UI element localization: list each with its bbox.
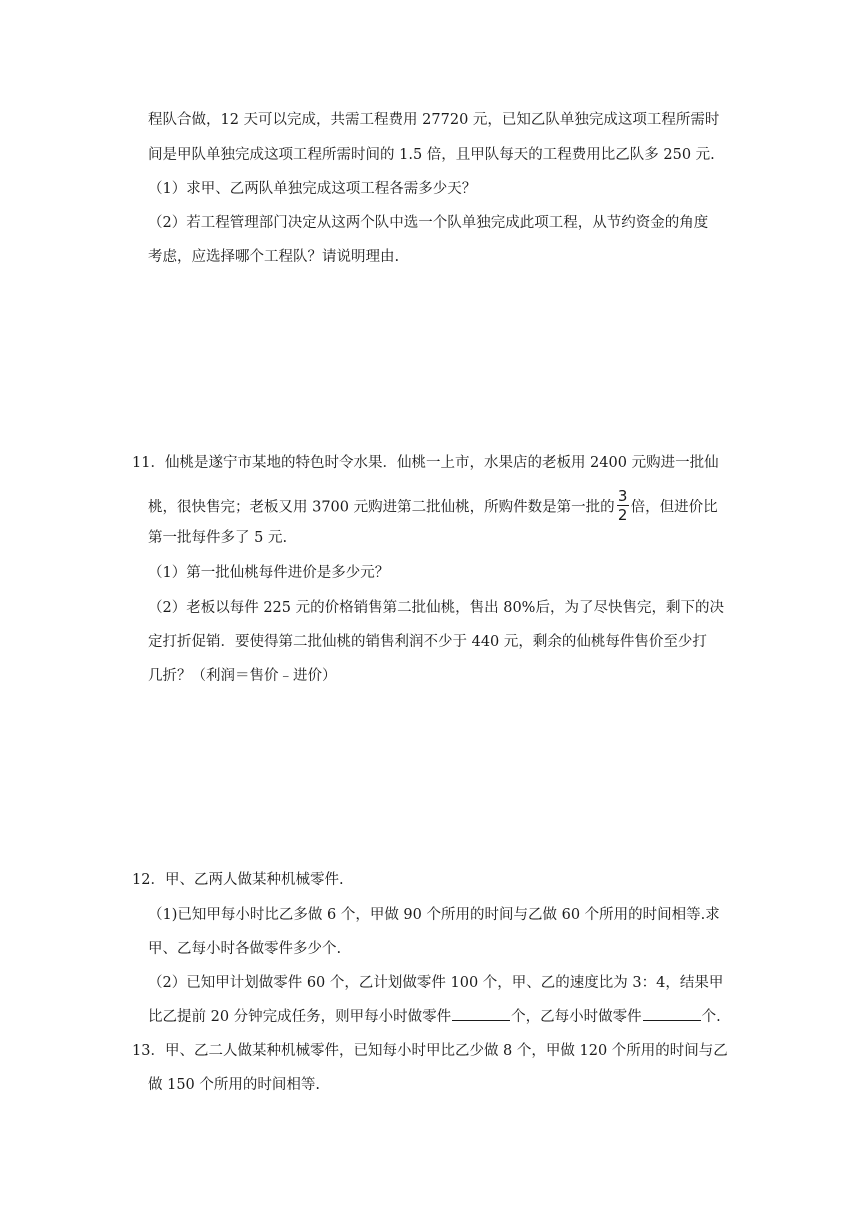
q12-part-1-line-1: （1)已知甲每小时比乙多做 6 个，甲做 90 个所用的时间与乙做 60 个所用的时间相等.求	[148, 907, 720, 923]
q10-part-2-line-1: （2）若工程管理部门决定从这两个队中选一个队单独完成此项工程，从节约资金的角度	[148, 215, 709, 231]
q11-line-3: 第一批每件多了 5 元.	[148, 530, 288, 546]
q13-line-1: 13．甲、乙二人做某种机械零件，已知每小时甲比乙少做 8 个，甲做 120 个所用的时间与乙	[132, 1043, 728, 1059]
q11-part-1: （1）第一批仙桃每件进价是多少元？	[148, 565, 390, 581]
q11-part-2-line-2: 定打折促销．要使得第二批仙桃的销售利润不少于 440 元，剩余的仙桃每件售价至少打	[148, 634, 707, 650]
q11-line-1: 11．仙桃是遂宁市某地的特色时令水果．仙桃一上市，水果店的老板用 2400 元购进一批仙	[132, 455, 719, 471]
q13-line-2: 做 150 个所用的时间相等.	[148, 1077, 321, 1093]
q12-part-2-line-1: （2）已知甲计划做零件 60 个，乙计划做零件 100 个，甲、乙的速度比为 3：4，结果甲	[148, 975, 724, 991]
q12-part-2-text-b: 个，乙每小时做零件	[511, 1009, 642, 1025]
fraction-denominator: 2	[617, 506, 628, 524]
q11-line-2	[148, 487, 718, 525]
q11-part-2-line-3: 几折？（利润＝售价﹣进价）	[148, 668, 337, 684]
q11-line-2-text-a: 桃，很快售完；老板又用 3700 元购进第二批仙桃，所购件数是第一批的	[148, 499, 615, 516]
q10-line-2: 间是甲队单独完成这项工程所需时间的 1.5 倍，且甲队每天的工程费用比乙队多 250 元.	[148, 147, 715, 163]
answer-blank-jia[interactable]	[452, 1006, 510, 1021]
fraction-numerator: 3	[617, 487, 628, 505]
q12-part-1-line-2: 甲、乙每小时各做零件多少个.	[148, 941, 342, 957]
q10-part-2-line-2: 考虑，应选择哪个工程队？请说明理由.	[148, 249, 400, 265]
q12-part-2-text-c: 个.	[701, 1009, 721, 1025]
answer-blank-yi[interactable]	[643, 1006, 701, 1021]
q10-part-1: （1）求甲、乙两队单独完成这项工程各需多少天？	[148, 181, 477, 197]
q12-line-1: 12．甲、乙两人做某种机械零件.	[132, 872, 344, 888]
q11-part-2-line-1: （2）老板以每件 225 元的价格销售第二批仙桃，售出 80%后，为了尽快售完，剩下的决	[148, 600, 724, 616]
q11-line-2-text-b: 倍，但进价比	[630, 499, 718, 516]
q12-part-2-text-a: 比乙提前 20 分钟完成任务，则甲每小时做零件	[148, 1009, 452, 1025]
fraction-three-halves	[617, 488, 629, 523]
q10-line-1: 程队合做，12 天可以完成，共需工程费用 27720 元，已知乙队单独完成这项工程所需时	[148, 112, 720, 128]
q12-part-2-line-2	[148, 1006, 721, 1027]
